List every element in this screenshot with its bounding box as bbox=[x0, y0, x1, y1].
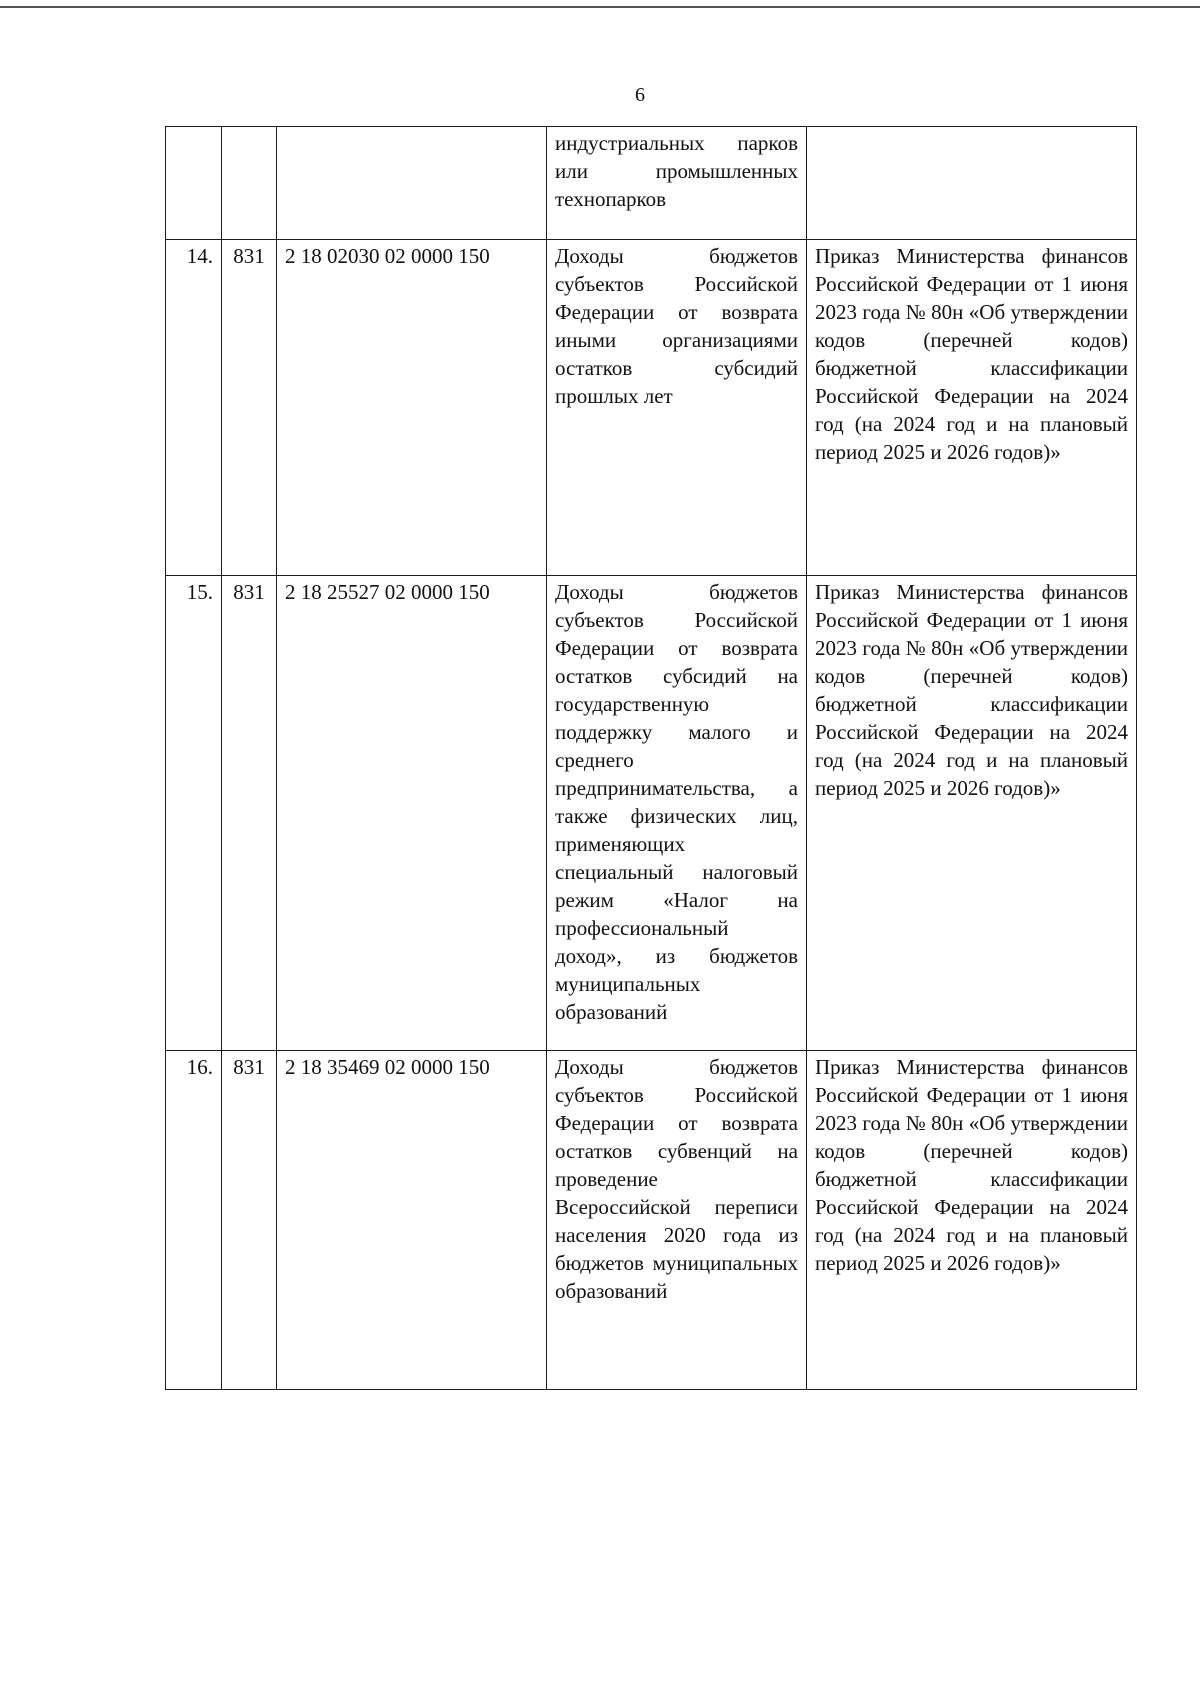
cell-index: 15. bbox=[166, 576, 222, 1051]
cell-kbk bbox=[277, 127, 547, 240]
cell-revenue-name: Доходы бюджетов субъектов Российской Федерации от возврата иными организациями остатков субсидий прошлых лет bbox=[547, 240, 807, 576]
cell-index: 16. bbox=[166, 1051, 222, 1390]
cell-kbk: 2 18 02030 02 0000 150 bbox=[277, 240, 547, 576]
revenue-codes-table bbox=[165, 126, 1137, 1390]
cell-revenue-name: индустриальных парков или промышленных технопарков bbox=[547, 127, 807, 240]
cell-legal-basis: Приказ Министерства финансов Российской Федерации от 1 июня 2023 года № 80н «Об утверждении кодов (перечней кодов) бюджетной классификации Российской Федерации на 2024 год (на 2024 год и на плановый период 2025 и 2026 годов)» bbox=[807, 1051, 1137, 1390]
cell-admin-code: 831 bbox=[222, 240, 277, 576]
cell-index: 14. bbox=[166, 240, 222, 576]
cell-revenue-name: Доходы бюджетов субъектов Российской Федерации от возврата остатков субвенций на проведение Всероссийской переписи населения 2020 года из бюджетов муниципальных образований bbox=[547, 1051, 807, 1390]
cell-revenue-name: Доходы бюджетов субъектов Российской Федерации от возврата остатков субсидий на государственную поддержку малого и среднего предпринимательства, а также физических лиц, применяющих специальный налоговый режим «Налог на профессиональный доход», из бюджетов муниципальных образований bbox=[547, 576, 807, 1051]
cell-legal-basis: Приказ Министерства финансов Российской Федерации от 1 июня 2023 года № 80н «Об утверждении кодов (перечней кодов) бюджетной классификации Российской Федерации на 2024 год (на 2024 год и на плановый период 2025 и 2026 годов)» bbox=[807, 576, 1137, 1051]
cell-kbk: 2 18 25527 02 0000 150 bbox=[277, 576, 547, 1051]
cell-kbk: 2 18 35469 02 0000 150 bbox=[277, 1051, 547, 1390]
cell-admin-code: 831 bbox=[222, 1051, 277, 1390]
scan-top-edge-line bbox=[0, 6, 1200, 8]
table-row bbox=[166, 240, 1137, 576]
page-number: 6 bbox=[635, 84, 645, 106]
cell-admin-code bbox=[222, 127, 277, 240]
table-row bbox=[166, 1051, 1137, 1390]
cell-admin-code: 831 bbox=[222, 576, 277, 1051]
cell-legal-basis: Приказ Министерства финансов Российской Федерации от 1 июня 2023 года № 80н «Об утверждении кодов (перечней кодов) бюджетной классификации Российской Федерации на 2024 год (на 2024 год и на плановый период 2025 и 2026 годов)» bbox=[807, 240, 1137, 576]
table-row-continuation bbox=[166, 127, 1137, 240]
cell-index bbox=[166, 127, 222, 240]
cell-legal-basis bbox=[807, 127, 1137, 240]
table-row bbox=[166, 576, 1137, 1051]
